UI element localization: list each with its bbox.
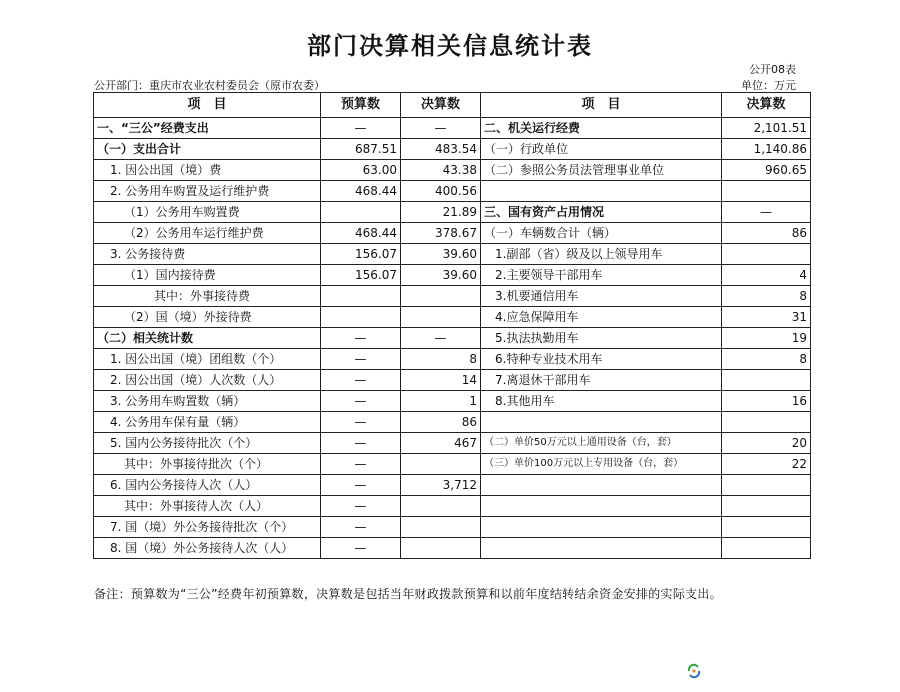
right-item-label: 二、机关运行经费 (481, 118, 722, 139)
table-row (94, 454, 811, 475)
footnote: 备注：预算数为“三公”经费年初预算数，决算数是包括当年财政拨款预算和以前年度结转结余资金安排的实际支出。 (94, 587, 723, 601)
table-row (94, 433, 811, 454)
statistics-table (93, 92, 811, 559)
budget-value: — (321, 475, 401, 496)
budget-value: — (321, 328, 401, 349)
left-item-label: （二）相关统计数 (94, 328, 321, 349)
final-value (401, 286, 481, 307)
final-value: 8 (401, 349, 481, 370)
final-value: 86 (401, 412, 481, 433)
left-item-label: （一）支出合计 (94, 139, 321, 160)
right-final-value: — (722, 202, 811, 223)
final-value: 21.89 (401, 202, 481, 223)
final-value: 378.67 (401, 223, 481, 244)
page-title: 部门决算相关信息统计表 (307, 32, 593, 60)
budget-value: 468.44 (321, 223, 401, 244)
right-final-value: 960.65 (722, 160, 811, 181)
left-item-label: 1. 因公出国（境）费 (94, 160, 321, 181)
budget-value (321, 307, 401, 328)
right-item-label: 4.应急保障用车 (481, 307, 722, 328)
left-item-label: （1）国内接待费 (94, 265, 321, 286)
left-item-label: （2）公务用车运行维护费 (94, 223, 321, 244)
final-value: 400.56 (401, 181, 481, 202)
right-final-value: 2,101.51 (722, 118, 811, 139)
left-item-label: 2. 因公出国（境）人次数（人） (94, 370, 321, 391)
right-final-value (722, 244, 811, 265)
right-final-value: 20 (722, 433, 811, 454)
budget-value: — (321, 118, 401, 139)
right-final-value (722, 181, 811, 202)
final-value (401, 496, 481, 517)
budget-value: 156.07 (321, 265, 401, 286)
table-row (94, 307, 811, 328)
right-item-label: 7.离退休干部用车 (481, 370, 722, 391)
left-item-label: 6. 国内公务接待人次（人） (94, 475, 321, 496)
right-item-label (481, 517, 722, 538)
right-item-label: （二）单价50万元以上通用设备（台，套） (481, 433, 722, 454)
right-item-label: （一）车辆数合计（辆） (481, 223, 722, 244)
right-final-value: 22 (722, 454, 811, 475)
right-item-label: 5.执法执勤用车 (481, 328, 722, 349)
final-value (401, 538, 481, 559)
header-item-left: 项 目 (94, 93, 321, 118)
table-row (94, 328, 811, 349)
table-row (94, 160, 811, 181)
left-item-label: 4. 公务用车保有量（辆） (94, 412, 321, 433)
header-final-right: 决算数 (722, 93, 811, 118)
final-value: 483.54 (401, 139, 481, 160)
right-item-label: 2.主要领导干部用车 (481, 265, 722, 286)
right-item-label: 3.机要通信用车 (481, 286, 722, 307)
table-row (94, 496, 811, 517)
right-item-label: 1.副部（省）级及以上领导用车 (481, 244, 722, 265)
final-value: 3,712 (401, 475, 481, 496)
right-final-value (722, 412, 811, 433)
right-final-value (722, 496, 811, 517)
table-row (94, 202, 811, 223)
right-final-value (722, 517, 811, 538)
budget-value: 156.07 (321, 244, 401, 265)
left-item-label: （2）国（境）外接待费 (94, 307, 321, 328)
left-item-label: 其中：外事接待费 (94, 286, 321, 307)
budget-value: — (321, 433, 401, 454)
header-final-left: 决算数 (401, 93, 481, 118)
final-value (401, 307, 481, 328)
final-value: 43.38 (401, 160, 481, 181)
right-final-value: 8 (722, 349, 811, 370)
table-row (94, 181, 811, 202)
table-row (94, 139, 811, 160)
budget-value: — (321, 391, 401, 412)
right-item-label (481, 496, 722, 517)
table-row (94, 349, 811, 370)
table-row (94, 265, 811, 286)
unit-label: 单位：万元 (741, 79, 796, 92)
right-item-label (481, 475, 722, 496)
table-row (94, 223, 811, 244)
right-final-value: 4 (722, 265, 811, 286)
table-header-row (94, 93, 811, 118)
left-item-label: 3. 公务用车购置数（辆） (94, 391, 321, 412)
budget-value: — (321, 349, 401, 370)
final-value: 39.60 (401, 244, 481, 265)
right-final-value: 8 (722, 286, 811, 307)
budget-value: — (321, 496, 401, 517)
right-item-label: （三）单价100万元以上专用设备（台，套） (481, 454, 722, 475)
table-row (94, 391, 811, 412)
final-value: — (401, 328, 481, 349)
left-item-label: （1）公务用车购置费 (94, 202, 321, 223)
budget-value (321, 286, 401, 307)
table-row (94, 286, 811, 307)
final-value (401, 454, 481, 475)
left-item-label: 7. 国（境）外公务接待批次（个） (94, 517, 321, 538)
right-final-value: 31 (722, 307, 811, 328)
left-item-label: 一、“三公”经费支出 (94, 118, 321, 139)
left-item-label: 8. 国（境）外公务接待人次（人） (94, 538, 321, 559)
table-row (94, 412, 811, 433)
final-value: 467 (401, 433, 481, 454)
right-item-label: （二）参照公务员法管理事业单位 (481, 160, 722, 181)
final-value: 39.60 (401, 265, 481, 286)
budget-value: — (321, 517, 401, 538)
budget-value: 468.44 (321, 181, 401, 202)
budget-value: — (321, 454, 401, 475)
final-value: — (401, 118, 481, 139)
left-item-label: 2. 公务用车购置及运行维护费 (94, 181, 321, 202)
left-item-label: 3. 公务接待费 (94, 244, 321, 265)
right-item-label: （一）行政单位 (481, 139, 722, 160)
left-item-label: 1. 因公出国（境）团组数（个） (94, 349, 321, 370)
budget-value: — (321, 412, 401, 433)
budget-value: 63.00 (321, 160, 401, 181)
final-value (401, 517, 481, 538)
table-row (94, 517, 811, 538)
table-row (94, 244, 811, 265)
left-item-label: 5. 国内公务接待批次（个） (94, 433, 321, 454)
table-row (94, 538, 811, 559)
right-item-label: 三、国有资产占用情况 (481, 202, 722, 223)
budget-value: — (321, 370, 401, 391)
table-row (94, 118, 811, 139)
right-final-value (722, 370, 811, 391)
right-final-value: 86 (722, 223, 811, 244)
right-item-label (481, 538, 722, 559)
right-final-value (722, 538, 811, 559)
final-value: 1 (401, 391, 481, 412)
right-item-label (481, 181, 722, 202)
budget-value: 687.51 (321, 139, 401, 160)
right-final-value: 1,140.86 (722, 139, 811, 160)
budget-value (321, 202, 401, 223)
form-number: 公开08表 (749, 63, 796, 76)
right-final-value: 19 (722, 328, 811, 349)
right-item-label: 6.特种专业技术用车 (481, 349, 722, 370)
logo-icon (686, 663, 702, 679)
header-budget: 预算数 (321, 93, 401, 118)
department-label: 公开部门：重庆市农业农村委员会（原市农委） (94, 79, 325, 92)
table-row (94, 475, 811, 496)
right-item-label (481, 412, 722, 433)
left-item-label: 其中：外事接待批次（个） (94, 454, 321, 475)
right-item-label: 8.其他用车 (481, 391, 722, 412)
header-item-right: 项 目 (481, 93, 722, 118)
right-final-value (722, 475, 811, 496)
table-row (94, 370, 811, 391)
left-item-label: 其中：外事接待人次（人） (94, 496, 321, 517)
final-value: 14 (401, 370, 481, 391)
budget-value: — (321, 538, 401, 559)
right-final-value: 16 (722, 391, 811, 412)
